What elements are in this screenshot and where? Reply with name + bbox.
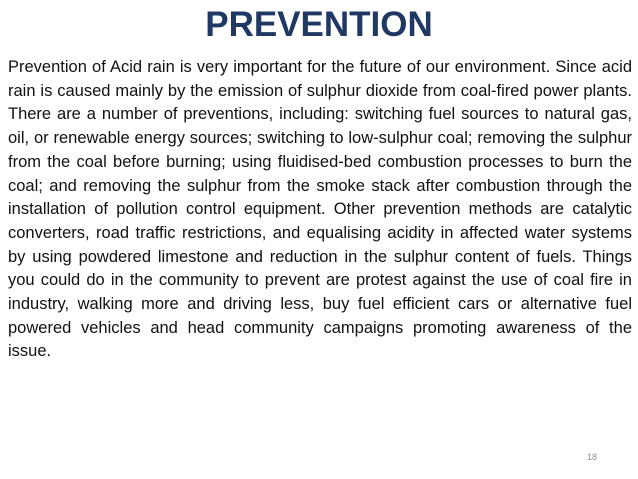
slide-body-text: Prevention of Acid rain is very important for the future of our environment. Since acid rain is caused mainly by the emission of sulphur dioxide from coal-fired power plants. There are a number of preventions, including: switching fuel sources to natural gas, oil, or renewable energy sources; switching to low-sulphur coal; removing the sulphur from the coal before burning; using fluidised-bed combustion processes to burn the coal; and removing the sulphur from the smoke stack after combustion through the installation of pollution control equipment. Other prevention methods are catalytic converters, road traffic restrictions, and equalising acidity in affected water systems by using powdered limestone and reduction in the sulphur content of fuels. Things you could do in the community to prevent are protest against the use of coal fire in industry, walking more and driving less, buy fuel efficient cars or alternative fuel powered vehicles and head community campaigns promoting awareness of the issue.: [8, 58, 632, 361]
page-number: 18: [587, 452, 598, 462]
slide-title: PREVENTION: [205, 5, 433, 44]
